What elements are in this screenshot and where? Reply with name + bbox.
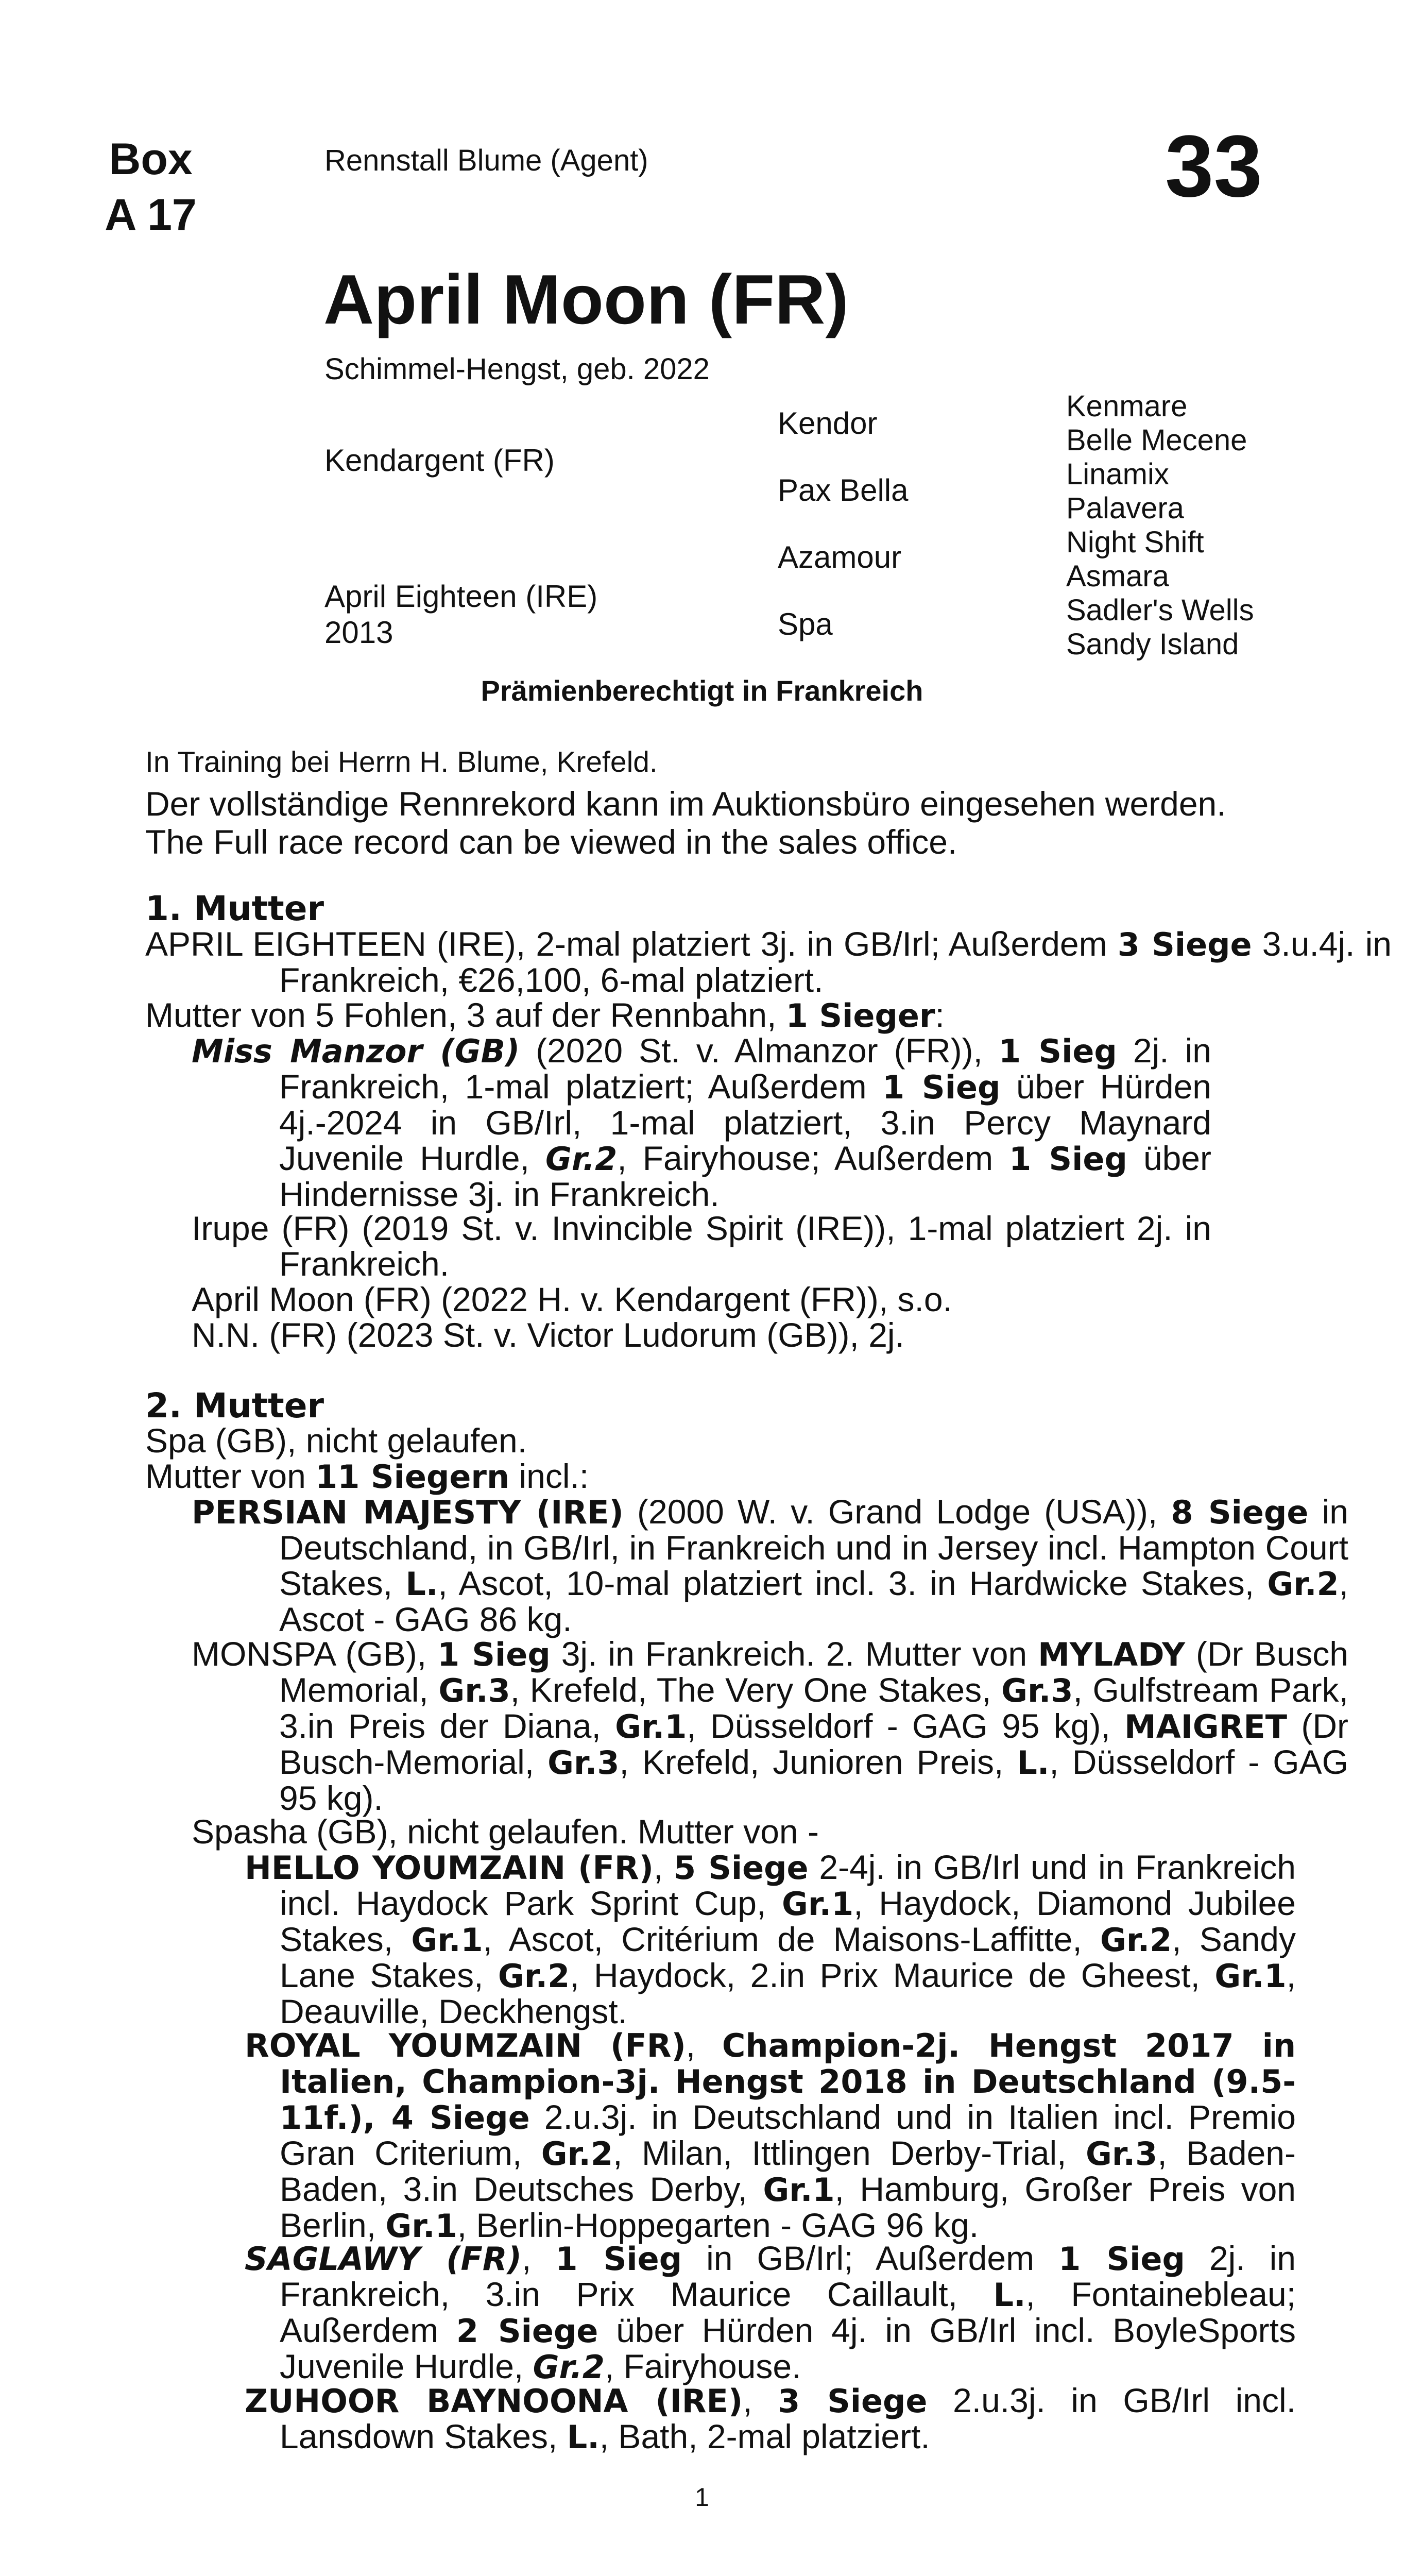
dam-sire: Azamour <box>778 540 902 574</box>
sire-dam: Pax Bella <box>778 473 909 507</box>
produce-miss-manzor: Miss Manzor (GB) (2020 St. v. Almanzor (FR)), 1 Sieg 2j. in Frankreich, 1-mal platziert; Außerdem 1 Sieg über Hürden 4j.-2024 in GB/Irl, 1-mal platziert, 3.in Percy Maynard Juvenile Hurdle, Gr.2, Fairyhouse; Außerdem 1 Sieg über Hindernisse 3j. in Frankreich. <box>192 1031 1212 1213</box>
sire-sire: Kendor <box>778 406 878 440</box>
training-note: In Training bei Herrn H. Blume, Krefeld. <box>145 745 658 778</box>
grandproduce-royal-youmzain: ROYAL YOUMZAIN (FR), Champion-2j. Hengst 2017 in Italien, Champion-3j. Hengst 2018 in Deutschland (9.5-11f.), 4 Siege 2.u.3j. in Deutschland und in Italien incl. Premio Gran Criterium, Gr.2, Milan, Ittlingen Derby-Trial, Gr.3, Baden-Baden, 3.in Deutsches Derby, Gr.1, Hamburg, Großer Preis von Berlin, Gr.1, Berlin-Hoppegarten - GAG 96 kg. <box>245 2026 1296 2245</box>
box-label <box>93 131 209 243</box>
gen3-4: Palavera <box>1066 492 1184 525</box>
grandproduce-zuhoor-baynoona: ZUHOOR BAYNOONA (IRE), 3 Siege 2.u.3j. in GB/Irl incl. Lansdown Stakes, L., Bath, 2-mal platziert. <box>245 2381 1296 2456</box>
section-first-dam: 1. Mutter <box>145 889 324 928</box>
grandproduce-saglawy: SAGLAWY (FR), 1 Sieg in GB/Irl; Außerdem 1 Sieg 2j. in Frankreich, 3.in Prix Maurice Caillault, L., Fontainebleau; Außerdem 2 Siege über Hürden 4j. in GB/Irl incl. BoyleSports Juvenile Hurdle, Gr.2, Fairyhouse. <box>245 2239 1296 2386</box>
dam: April Eighteen (IRE) <box>324 579 598 614</box>
gen3-5: Night Shift <box>1066 526 1204 559</box>
box-line-1: Box <box>109 134 193 184</box>
gen3-1: Kenmare <box>1066 389 1188 423</box>
first-dam-produce-summary: Mutter von 5 Fohlen, 3 auf der Rennbahn, 1 Sieger: <box>145 996 945 1035</box>
race-record-note <box>145 785 1278 861</box>
grandproduce-hello-youmzain: HELLO YOUMZAIN (FR), 5 Siege 2-4j. in GB/Irl und in Frankreich incl. Haydock Park Sprint Cup, Gr.1, Haydock, Diamond Jubilee Stakes, Gr.1, Ascot, Critérium de Maisons-Laffitte, Gr.2, Sandy Lane Stakes, Gr.2, Haydock, 2.in Prix Maurice de Gheest, Gr.1, Deauville, Deckhengst. <box>245 1848 1296 2030</box>
lot-number: 33 <box>1165 117 1262 215</box>
produce-irupe: Irupe (FR) (2019 St. v. Invincible Spirit (IRE)), 1-mal platziert 2j. in Frankreich. <box>192 1209 1211 1283</box>
second-dam-produce-summary: Mutter von 11 Siegern incl.: <box>145 1457 589 1496</box>
gen3-3: Linamix <box>1066 457 1169 491</box>
produce-nn: N.N. (FR) (2023 St. v. Victor Ludorum (GB)), 2j. <box>192 1316 904 1354</box>
stable-name: Rennstall Blume (Agent) <box>324 144 648 177</box>
dam-dam: Spa <box>778 607 833 641</box>
produce-april-moon: April Moon (FR) (2022 H. v. Kendargent (FR)), s.o. <box>192 1280 952 1318</box>
record-note-en: The Full race record can be viewed in the sales office. <box>145 823 957 861</box>
dam-year: 2013 <box>324 615 393 650</box>
section-second-dam: 2. Mutter <box>145 1386 324 1426</box>
page-number: 1 <box>695 2483 709 2512</box>
produce-persian-majesty: PERSIAN MAJESTY (IRE) (2000 W. v. Grand Lodge (USA)), 8 Siege in Deutschland, in GB/Irl, in Frankreich und in Jersey incl. Hampton Court Stakes, L., Ascot, 10-mal platziert incl. 3. in Hardwicke Stakes, Gr.2, Ascot - GAG 86 kg. <box>192 1493 1348 1638</box>
produce-monspa: MONSPA (GB), 1 Sieg 3j. in Frankreich. 2. Mutter von MYLADY (Dr Busch Memorial, Gr.3, Krefeld, The Very One Stakes, Gr.3, Gulfstream Park, 3.in Preis der Diana, Gr.1, Düsseldorf - GAG 95 kg), MAIGRET (Dr Busch-Memorial, Gr.3, Krefeld, Junioren Preis, L., Düsseldorf - GAG 95 kg). <box>192 1635 1348 1817</box>
produce-spasha: Spasha (GB), nicht gelaufen. Mutter von - <box>192 1812 819 1851</box>
gen3-6: Asmara <box>1066 560 1169 593</box>
gen3-2: Belle Mecene <box>1066 423 1247 457</box>
first-dam-entry: APRIL EIGHTEEN (IRE), 2-mal platziert 3j. in GB/Irl; Außerdem 3 Siege 3.u.4j. in Frankreich, €26,100, 6-mal platziert. <box>145 925 1392 999</box>
gen3-8: Sandy Island <box>1066 628 1239 661</box>
horse-description: Schimmel-Hengst, geb. 2022 <box>324 352 710 386</box>
box-line-2: A 17 <box>105 190 197 240</box>
premium-note: Prämienberechtigt in Frankreich <box>481 674 923 707</box>
second-dam-entry: Spa (GB), nicht gelaufen. <box>145 1421 527 1460</box>
gen3-7: Sadler's Wells <box>1066 594 1254 627</box>
horse-name: April Moon (FR) <box>323 260 849 338</box>
sire: Kendargent (FR) <box>324 443 555 478</box>
record-note-de: Der vollständige Rennrekord kann im Auktionsbüro eingesehen werden. <box>145 785 1226 823</box>
